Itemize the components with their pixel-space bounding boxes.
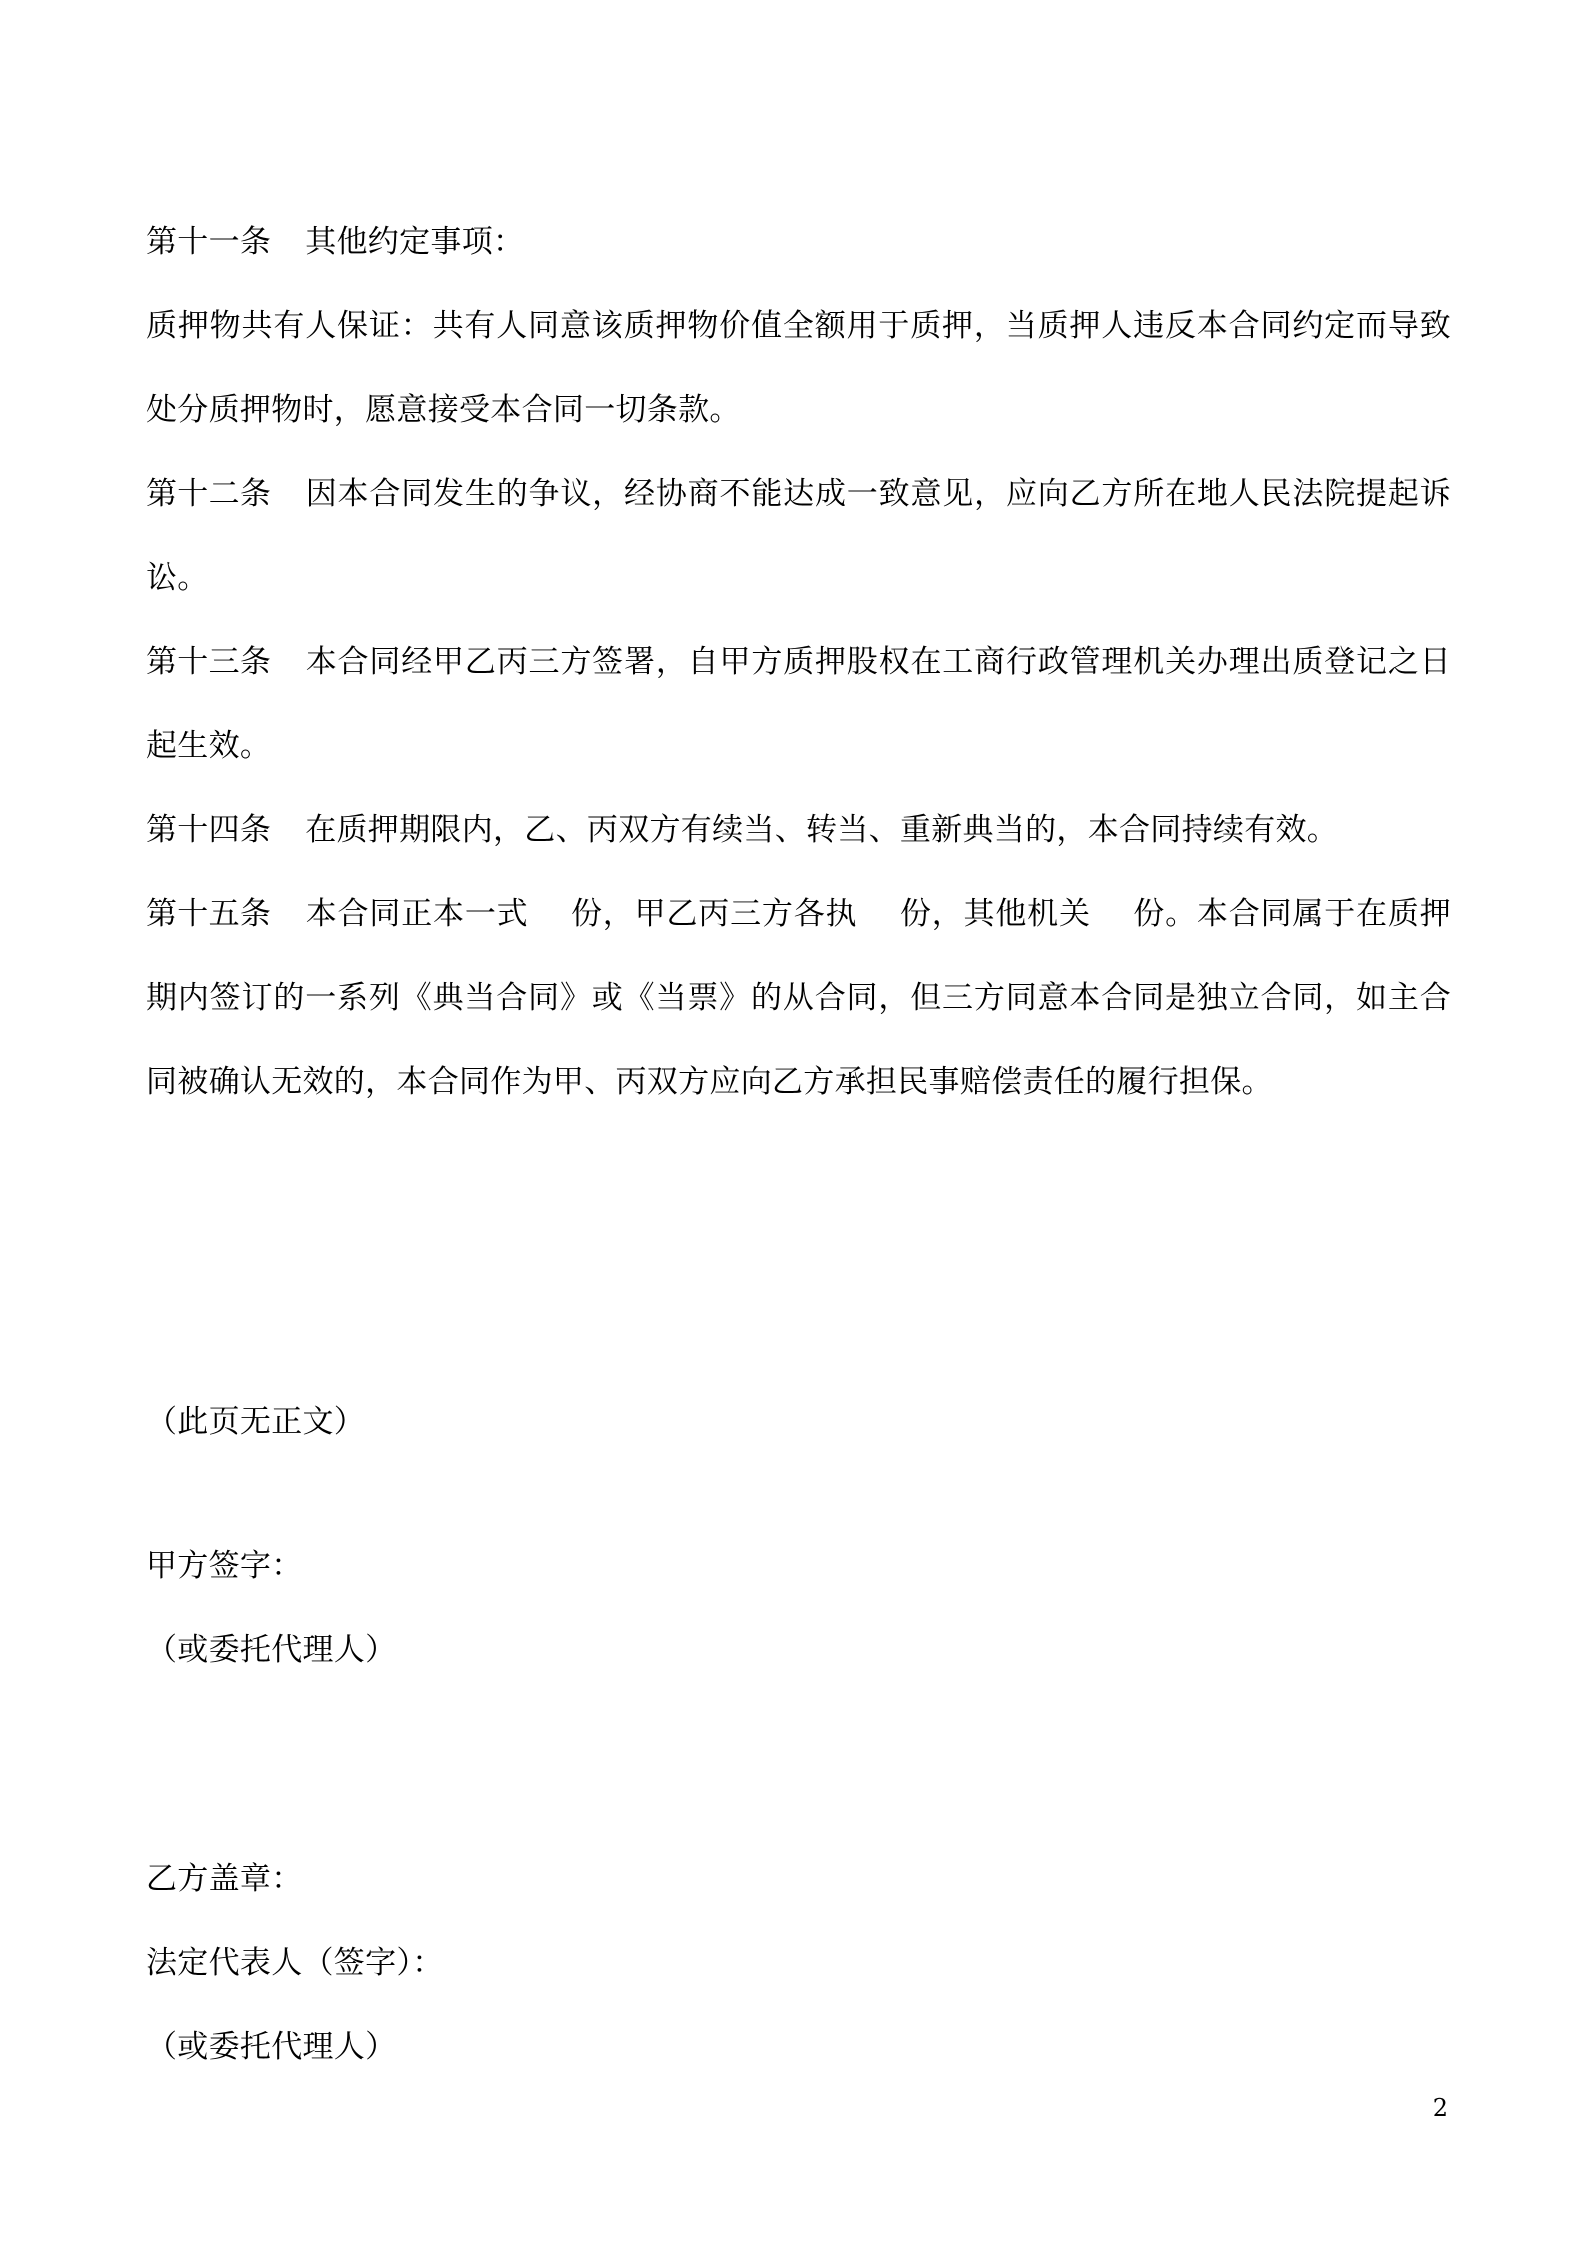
article-11 — [146, 200, 1451, 284]
article-12 — [146, 452, 1451, 620]
page-number: 2 — [1432, 2094, 1448, 2122]
article-text: 其他约定事项： — [305, 224, 525, 260]
article-text: 在质押期限内，乙、丙双方有续当、转当、重新典当的，本合同持续有效。 — [305, 812, 1339, 848]
party-a-signature-label: 甲方签字： — [146, 1548, 303, 1584]
article-text: 本合同经甲乙丙三方签署，自甲方质押股权在工商行政管理机关办理出质登记之日起生效。 — [146, 644, 1451, 764]
spacer — [146, 1464, 1451, 1524]
article-number: 第十三条 — [146, 644, 272, 680]
article-13 — [146, 620, 1451, 788]
no-text-note: （此页无正文） — [146, 1404, 366, 1440]
article-15 — [146, 872, 1451, 1124]
article-14 — [146, 788, 1451, 872]
party-b-legal-rep-label: 法定代表人（签字）： — [146, 1945, 444, 1981]
spacer — [146, 1124, 1451, 1380]
party-b-agent-label: （或委托代理人） — [146, 2029, 397, 2065]
party-b-seal-label: 乙方盖章： — [146, 1861, 303, 1897]
article-number: 第十四条 — [146, 812, 272, 848]
article-text: 质押物共有人保证：共有人同意该质押物价值全额用于质押，当质押人违反本合同约定而导致处分质押物时，愿意接受本合同一切条款。 — [146, 308, 1451, 428]
article-number: 第十一条 — [146, 224, 272, 260]
article-number: 第十五条 — [146, 896, 272, 932]
article-11-guarantee — [146, 284, 1451, 452]
document-body — [146, 200, 1451, 2089]
spacer — [146, 1692, 1451, 1837]
article-number: 第十二条 — [146, 476, 272, 512]
article-text: 因本合同发生的争议，经协商不能达成一致意见，应向乙方所在地人民法院提起诉讼。 — [146, 476, 1451, 596]
party-a-agent-label: （或委托代理人） — [146, 1632, 397, 1668]
article-text: 本合同正本一式 份，甲乙丙三方各执 份，其他机关 份。本合同属于在质押期内签订的一系列《典当合同》或《当票》的从合同，但三方同意本合同是独立合同，如主合同被确认无效的，本合同作为甲、丙双方应向乙方承担民事赔偿责任的履行担保。 — [146, 896, 1451, 1100]
